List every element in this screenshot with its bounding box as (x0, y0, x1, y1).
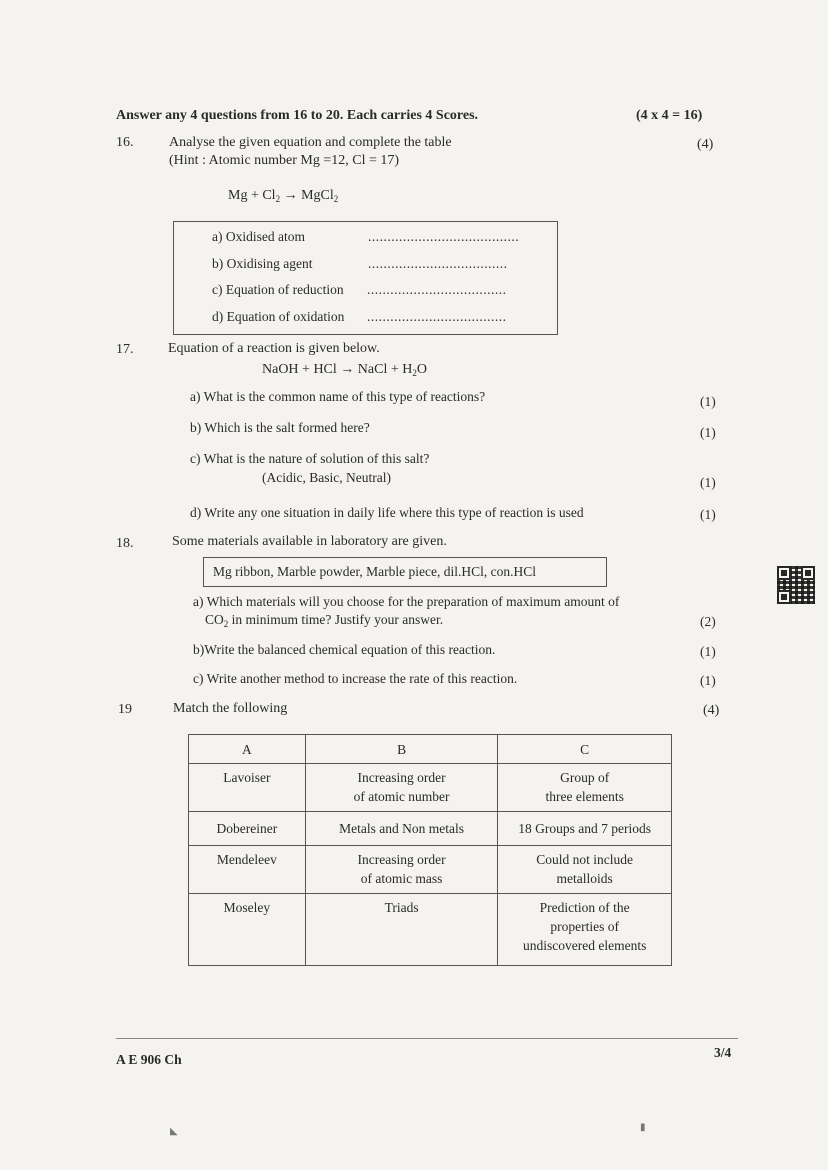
q16-item: d) Equation of oxidation (212, 309, 345, 324)
q17-part-a-score: (1) (700, 394, 716, 409)
q16-item: b) Oxidising agent (212, 256, 313, 271)
q18-part-a-cont: $CO_2$ in minimum time? Justify your answer. (205, 612, 444, 629)
table-row (189, 846, 672, 894)
q17-text: Equation of a reaction is given below. (168, 341, 380, 356)
answer-blank: .................................... (368, 256, 508, 271)
section-instruction: Answer any 4 questions from 16 to 20. Each carries 4 Scores. (116, 108, 479, 123)
q17-part-c-options: (Acidic, Basic, Neutral) (262, 470, 391, 485)
table-cell: Lavoiser (189, 764, 306, 812)
table-cell: Prediction of the properties of undiscovered elements (498, 894, 672, 966)
table-cell: Could not include metalloids (498, 846, 672, 894)
q18-part-a: a) Which materials will you choose for the preparation of maximum amount of (193, 594, 620, 609)
q18-part-b-score: (1) (700, 644, 716, 659)
q18-part-a-score: (2) (700, 614, 716, 629)
page-number: 3/4 (714, 1045, 732, 1060)
q19-score: (4) (703, 703, 720, 718)
q17-part-b: b) Which is the salt formed here? (190, 420, 370, 435)
q17-number: 17. (116, 342, 134, 357)
table-cell: Metals and Non metals (305, 812, 498, 846)
q16-hint: (Hint : Atomic number Mg =12, Cl = 17) (169, 153, 400, 168)
q18-part-b: b)Write the balanced chemical equation of this reaction. (193, 642, 496, 657)
scan-mark: ▮ (640, 1122, 646, 1133)
q16-number: 16. (116, 135, 134, 150)
table-cell: Dobereiner (189, 812, 306, 846)
footer-divider (116, 1038, 738, 1039)
q16-item: c) Equation of reduction (212, 282, 344, 297)
q17-part-c-score: (1) (700, 475, 716, 490)
paper-code: A E 906 Ch (116, 1052, 182, 1067)
q17-part-b-score: (1) (700, 425, 716, 440)
table-row (189, 812, 672, 846)
q17-part-d-score: (1) (700, 507, 716, 522)
table-cell: Increasing order of atomic number (305, 764, 498, 812)
answer-blank: ....................................... (368, 229, 520, 244)
table-cell: 18 Groups and 7 periods (498, 812, 672, 846)
q18-number: 18. (116, 536, 134, 551)
table-cell: Mendeleev (189, 846, 306, 894)
scan-mark: ◣ (170, 1126, 178, 1137)
table-cell: Moseley (189, 894, 306, 966)
q16-equation: $Mg + Cl_2$ → MgCl$_2$ (228, 188, 339, 204)
q17-equation: NaOH + HCl → NaCl + $H_2O$ (262, 362, 427, 378)
column-header: B (305, 735, 498, 764)
q18-text: Some materials available in laboratory are given. (172, 534, 447, 549)
answer-blank: .................................... (367, 309, 507, 324)
section-scores: (4 x 4 = 16) (636, 108, 703, 123)
q18-part-c: c) Write another method to increase the rate of this reaction. (193, 671, 518, 686)
column-header: C (498, 735, 672, 764)
table-row (189, 894, 672, 966)
q17-part-a: a) What is the common name of this type of reactions? (190, 389, 486, 404)
table-cell: Group of three elements (498, 764, 672, 812)
q18-part-c-score: (1) (700, 673, 716, 688)
answer-blank: .................................... (367, 282, 507, 297)
table-row (189, 764, 672, 812)
q19-number: 19 (118, 702, 132, 717)
qr-code-icon (777, 566, 815, 604)
q19-text: Match the following (173, 701, 288, 716)
table-cell: Triads (305, 894, 498, 966)
table-cell: Increasing order of atomic mass (305, 846, 498, 894)
table-header-row (189, 735, 672, 764)
match-table (188, 734, 672, 966)
q17-part-c: c) What is the nature of solution of this salt? (190, 451, 430, 466)
q16-item: a) Oxidised atom (212, 229, 305, 244)
column-header: A (189, 735, 306, 764)
q18-materials: Mg ribbon, Marble powder, Marble piece, dil.HCl, con.HCl (213, 564, 537, 579)
q17-part-d: d) Write any one situation in daily life where this type of reaction is used (190, 505, 584, 520)
q16-score: (4) (697, 137, 714, 152)
q16-text: Analyse the given equation and complete the table (169, 135, 452, 150)
